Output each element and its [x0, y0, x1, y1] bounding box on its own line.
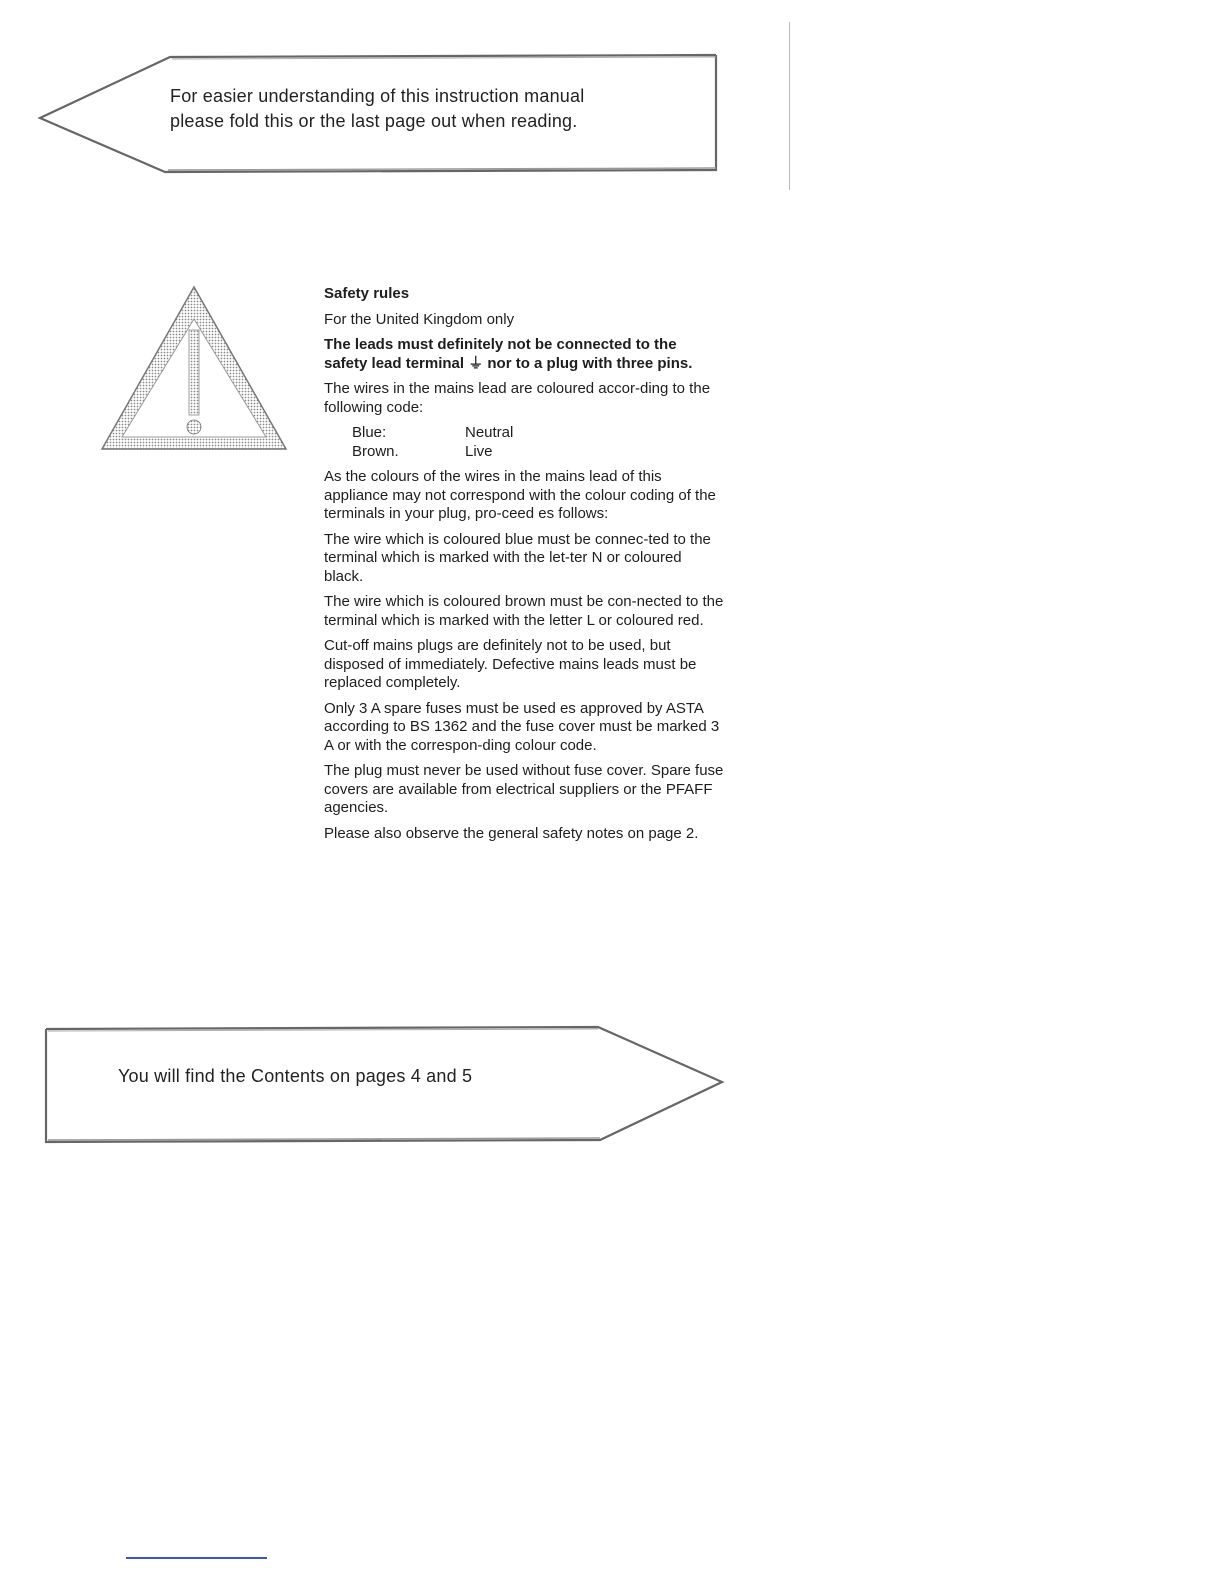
colour-code-meaning: Neutral [465, 424, 514, 441]
warning-triangle-icon [100, 285, 288, 455]
fold-note-line-1: For easier understanding of this instruction manual [170, 86, 585, 106]
contents-note: You will find the Contents on pages 4 and 5 [118, 1066, 473, 1086]
safety-warning: The leads must definitely not be connected to the safety lead terminal ⏚ nor to a plug with three pins. [324, 336, 693, 372]
safety-paragraph: As the colours of the wires in the mains lead of this appliance may not correspond with the colour coding of the terminals in your plug, pro-ceed es follows: [324, 468, 716, 522]
safety-heading: Safety rules [324, 285, 410, 302]
fold-instruction-note [170, 84, 690, 134]
safety-rules-section [324, 285, 724, 850]
colour-code-colour: Blue: [352, 424, 387, 441]
safety-scope: For the United Kingdom only [324, 310, 515, 328]
safety-paragraph: Cut-off mains plugs are definitely not to be used, but disposed of immediately. Defective mains leads must be replaced completely. [324, 637, 697, 691]
safety-paragraph: The wire which is coloured blue must be connec-ted to the terminal which is marked with the let-ter N or coloured black. [324, 530, 711, 585]
safety-paragraph: Only 3 A spare fuses must be used es approved by ASTA according to BS 1362 and the fuse cover must be marked 3 A or with the correspon-ding colour code. [324, 699, 720, 754]
fold-line-divider [789, 22, 790, 190]
footer-divider [126, 1557, 267, 1559]
wires-intro: The wires in the mains lead are coloured accor-ding to the following code: [324, 380, 711, 416]
colour-code-meaning: Live [465, 442, 493, 460]
colour-code-row [352, 424, 513, 443]
safety-paragraph: Please also observe the general safety notes on page 2. [324, 824, 699, 842]
colour-code-table [352, 424, 513, 461]
colour-code-colour: Brown. [352, 442, 399, 460]
colour-code-row [352, 443, 513, 462]
fold-note-line-2: please fold this or the last page out when reading. [170, 111, 578, 131]
safety-paragraph: The wire which is coloured brown must be con-nected to the terminal which is marked with the letter L or coloured red. [324, 593, 724, 629]
safety-paragraph: The plug must never be used without fuse cover. Spare fuse covers are available from electrical suppliers or the PFAFF agencies. [324, 762, 724, 816]
